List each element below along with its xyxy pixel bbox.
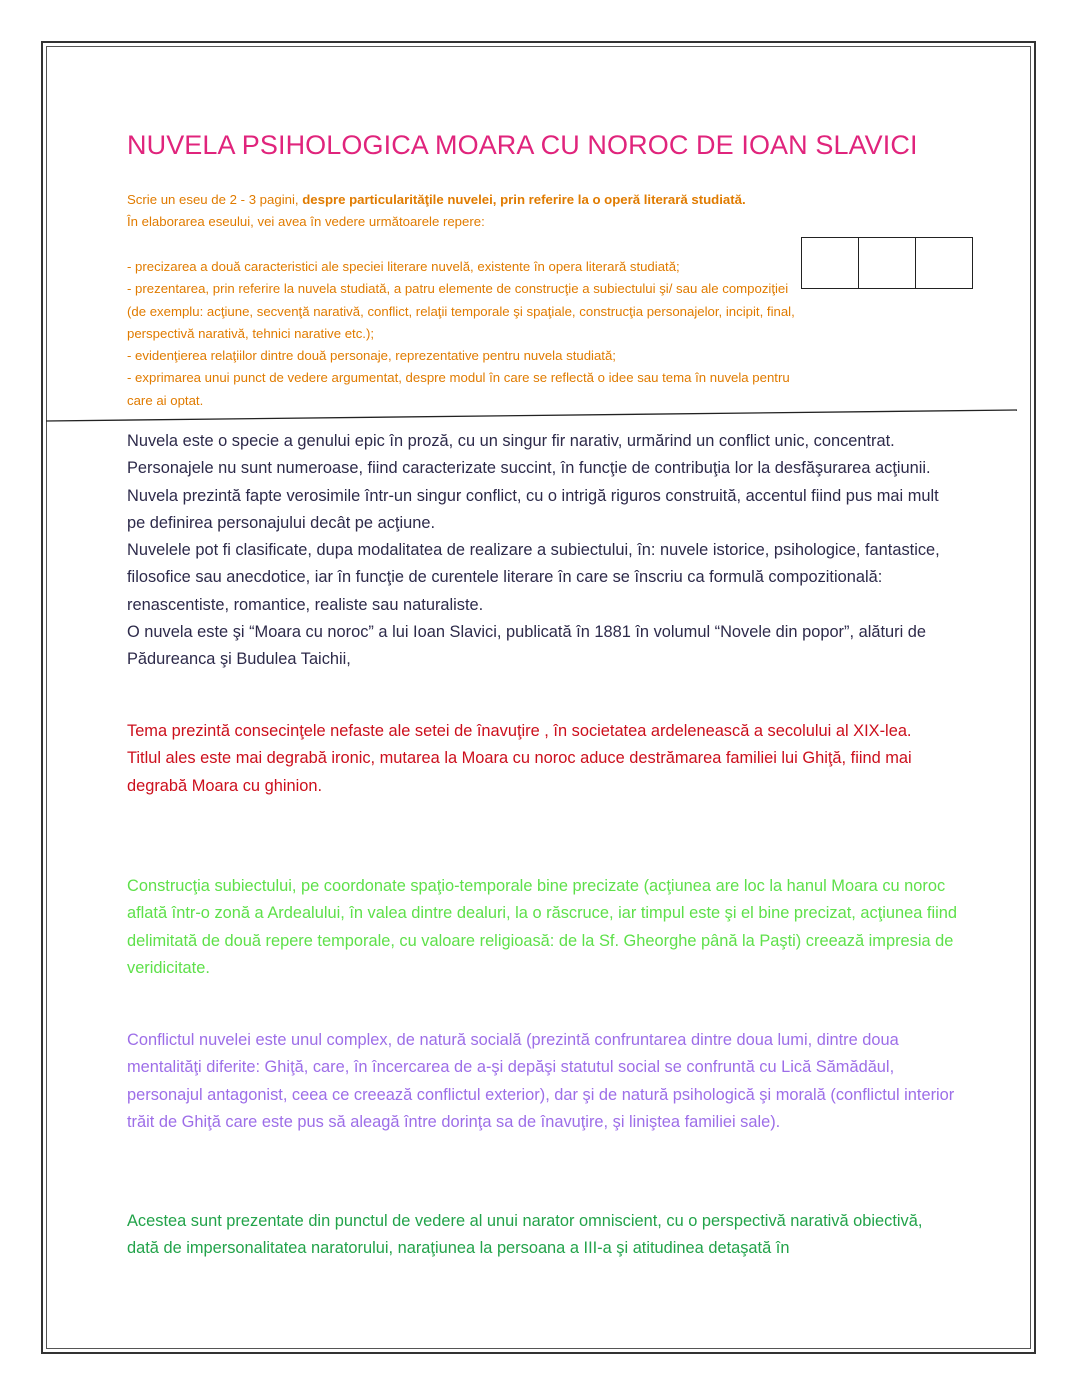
conflict-paragraph: Conflictul nuvelei este unul complex, de natură socială (prezintă confruntarea dintre doua lumi, dintre doua mentalităţi diferite: Ghiţă, care, în încercarea de a-şi depăşi statutul social se confruntă cu Lică Sămădăul, personajul antagonist, ceea ce creează conflictul exterior), dar şi de natură psihologică şi morală (conflictul interior trăit de Ghiţă care este pus să aleagă între dorinţa sa de înavuţire, şi liniştea familiei sale). [127,1031,955,1131]
plot-construction-section [127,873,957,982]
requirement-item: - exprimarea unui punct de vedere argumentat, despre modul în care se reflectă o idee sau tema în nuvela pentru care ai optat. [127,370,790,408]
instruction-line-2: În elaborarea eseului, vei avea în vedere următoarele repere: [127,214,485,230]
conflict-section [127,1027,957,1136]
document-title: NUVELA PSIHOLOGICA MOARA CU NOROC DE IOAN SLAVICI [127,130,918,160]
intro-paragraph: Nuvela este o specie a genului epic în proză, cu un singur fir narativ, urmărind un conflict unic, concentrat. Personajele nu sunt numeroase, fiind caracterizate succint, în funcţie de contribuţia lor la desfăşurarea acţiunii. Nuvela prezintă fapte verosimile într-un singur conflict, cu o intrigă riguros construită, accentul fiind pus mai mult pe definirea personajului decât pe acţiune. [127,432,939,532]
intro-section [127,428,957,674]
theme-section [127,718,957,800]
instruction-text: Scrie un eseu de 2 - 3 pagini, [127,192,303,207]
intro-paragraph: O nuvela este şi “Moara cu noroc” a lui Ioan Slavici, publicată în 1881 în volumul “Novele din popor”, alături de Pădureanca şi Budulea Taichii, [127,623,927,669]
narrator-section [127,1208,957,1263]
intro-paragraph: Nuvelele pot fi clasificate, dupa modalitatea de realizare a subiectului, în: nuvele istorice, psihologice, fantastice, filosofice sau anecdotice, iar în funcţie de curentele literare în care se înscriu ca formulă compozitională: renascentiste, romantice, realiste sau naturaliste. [127,541,940,614]
instruction-emphasis: despre particularităţile nuvelei, prin referire la o operă literară studiată. [302,192,746,207]
narrator-paragraph: Acestea sunt prezentate din punctul de vedere al unui narator omniscient, cu o perspectivă narativă obiectivă, dată de impersonalitatea naratorului, naraţiunea la persoana a III-a şi atitudinea detaşată în [127,1212,923,1258]
plot-construction-paragraph: Construcţia subiectului, pe coordonate spaţio-temporale bine precizate (acţiunea are loc la hanul Moara cu noroc aflată într-o zonă a Ardealului, în valea dintre dealuri, la o răscruce, iar timpul este şi el bine precizat, acţiunea fiind delimitată de două repere temporale, cu valoare religioasă: de la Sf. Gheorghe până la Paşti) creează impresia de veridicitate. [127,877,957,977]
theme-paragraph: Tema prezintă consecinţele nefaste ale setei de înavuţire , în societatea ardelenească a secolului al XIX-lea. [127,722,912,740]
title-paragraph: Titlul ales este mai degrabă ironic, mutarea la Moara cu noroc aduce destrămarea familiei lui Ghiţă, fiind mai degrabă Moara cu ghinion. [127,749,912,795]
requirement-item: - prezentarea, prin referire la nuvela studiată, a patru elemente de construcţie a subiectului şi/ sau ale compoziţiei (de exemplu: acţiune, secvenţă narativă, conflict, relaţii temporale şi spaţiale, construcţia personajelor, incipit, final, perspectivă narativă, tehnici narative etc.); [127,281,795,341]
requirement-item: - evidenţierea relaţiilor dintre două personaje, reprezentative pentru nuvela studiată; [127,348,616,364]
requirement-item: - precizarea a două caracteristici ale speciei literare nuvelă, existente în opera literară studiată; [127,259,680,274]
